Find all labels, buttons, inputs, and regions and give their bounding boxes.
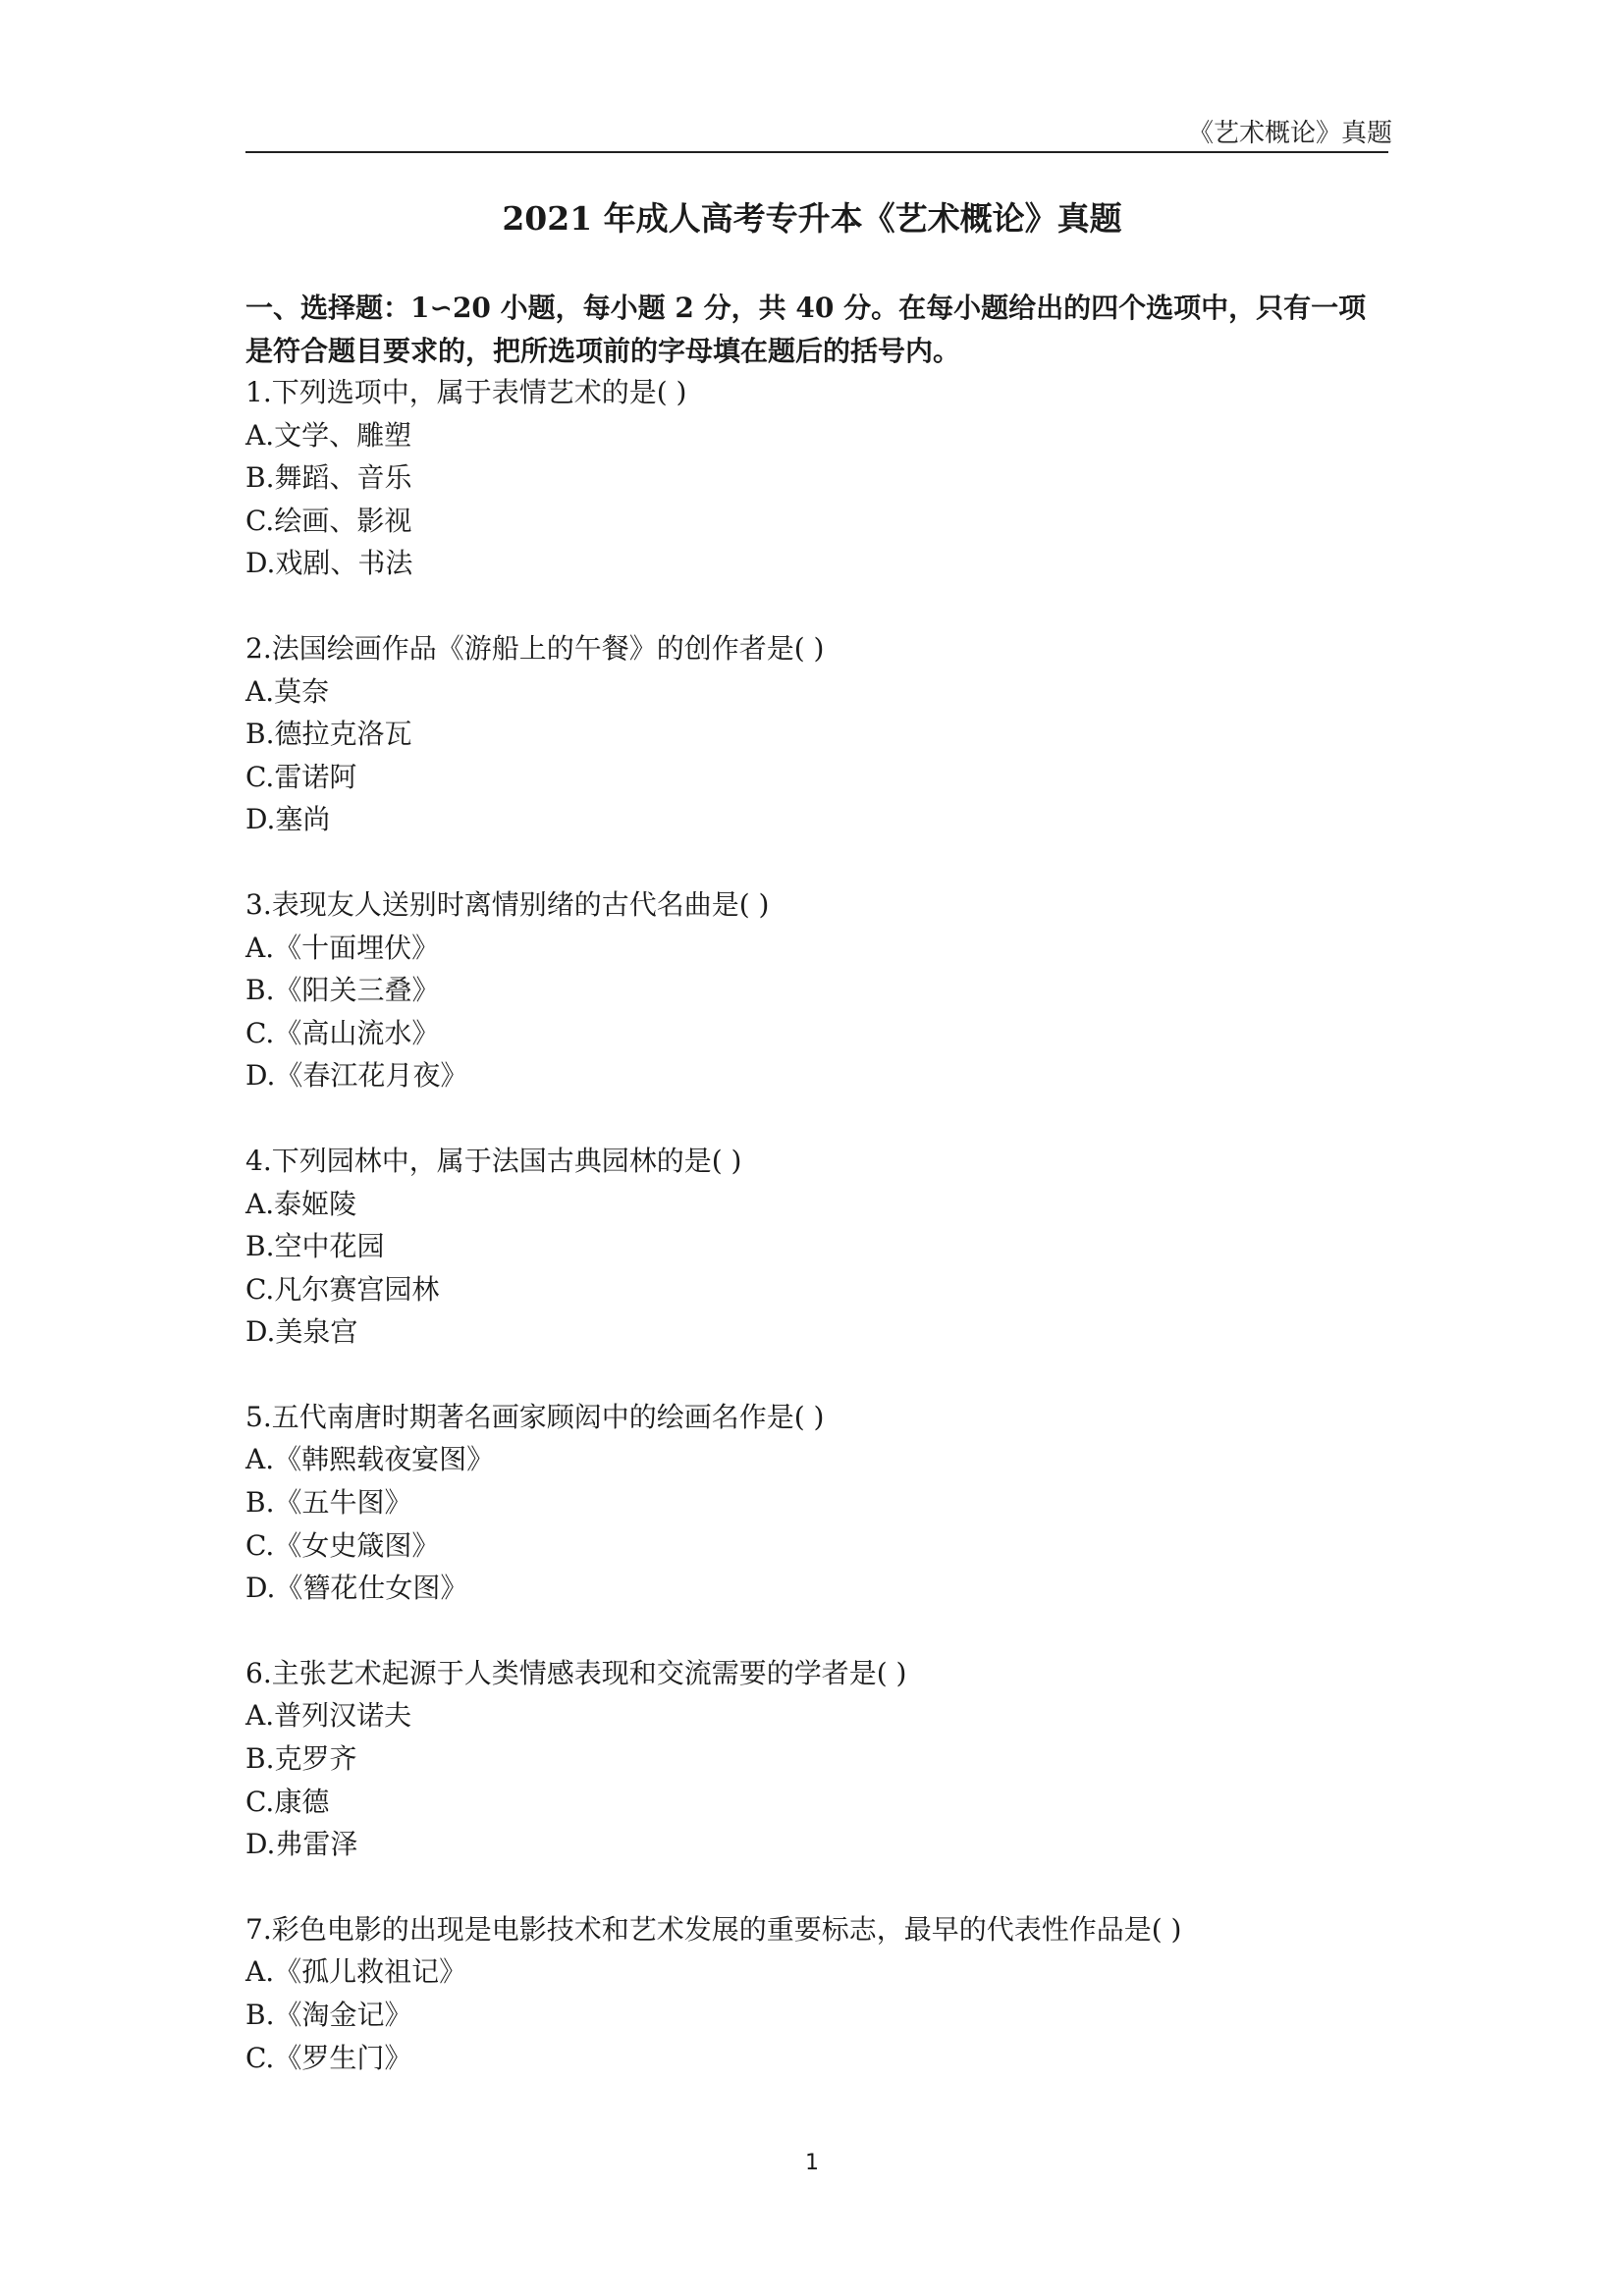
question-3	[245, 883, 1388, 1097]
option-c: C.《高山流水》	[245, 1016, 440, 1049]
question-6	[245, 1652, 1388, 1866]
option-b: B.《淘金记》	[245, 1999, 412, 2031]
question-7	[245, 1908, 1388, 2079]
question-2	[245, 627, 1388, 841]
option-b: B.《五牛图》	[245, 1486, 412, 1520]
question-text: 1.下列选项中，属于表情艺术的是( )	[245, 376, 687, 408]
question-text: 6.主张艺术起源于人类情感表现和交流需要的学者是( )	[245, 1656, 907, 1689]
option-c: C.《女史箴图》	[245, 1528, 440, 1562]
document-title: 2021 年成人高考专升本《艺术概论》真题	[502, 199, 1122, 238]
page-number: 1	[805, 2151, 819, 2175]
option-a: A.《十面埋伏》	[245, 931, 440, 964]
option-a: A.普列汉诺夫	[245, 1699, 412, 1733]
question-list	[245, 371, 1388, 2079]
option-c: C.凡尔赛宫园林	[245, 1272, 440, 1306]
option-d: D.戏剧、书法	[245, 547, 413, 580]
option-c: C.康德	[245, 1785, 330, 1818]
option-b: B.德拉克洛瓦	[245, 718, 412, 751]
option-b: B.舞蹈、音乐	[245, 461, 412, 495]
option-b: B.克罗齐	[245, 1742, 357, 1776]
option-d: D.弗雷泽	[245, 1828, 358, 1861]
instruction-line-1: 一、选择题：1∽20 小题，每小题 2 分，共 40 分。在每小题给出的四个选项中，只有一项	[245, 292, 1367, 324]
option-c: C.《罗生门》	[245, 2041, 412, 2074]
option-d: D.《春江花月夜》	[245, 1059, 468, 1093]
question-text: 5.五代南唐时期著名画家顾闳中的绘画名作是( )	[245, 1400, 825, 1433]
option-c: C.绘画、影视	[245, 504, 412, 537]
question-1	[245, 371, 1388, 585]
question-4	[245, 1140, 1388, 1354]
question-5	[245, 1396, 1388, 1610]
option-c: C.雷诺阿	[245, 760, 357, 793]
option-a: A.《韩熙载夜宴图》	[245, 1443, 495, 1476]
option-a: A.泰姬陵	[245, 1187, 357, 1220]
option-d: D.美泉宫	[245, 1315, 358, 1349]
header-divider	[245, 151, 1388, 153]
option-d: D.塞尚	[245, 803, 331, 836]
option-b: B.《阳关三叠》	[245, 974, 440, 1007]
section-instruction	[245, 287, 1388, 373]
question-text: 2.法国绘画作品《游船上的午餐》的创作者是( )	[245, 631, 825, 665]
option-d: D.《簪花仕女图》	[245, 1572, 468, 1605]
running-header: 《艺术概论》真题	[1187, 119, 1392, 148]
option-a: A.《孤儿救祖记》	[245, 1955, 467, 1989]
question-text: 3.表现友人送别时离情别绪的古代名曲是( )	[245, 887, 770, 921]
option-a: A.文学、雕塑	[245, 418, 412, 452]
option-b: B.空中花园	[245, 1230, 385, 1263]
instruction-line-2: 是符合题目要求的，把所选项前的字母填在题后的括号内。	[245, 335, 961, 367]
question-text: 7.彩色电影的出现是电影技术和艺术发展的重要标志，最早的代表性作品是( )	[245, 1912, 1182, 1946]
question-text: 4.下列园林中，属于法国古典园林的是( )	[245, 1144, 742, 1177]
option-a: A.莫奈	[245, 674, 330, 708]
